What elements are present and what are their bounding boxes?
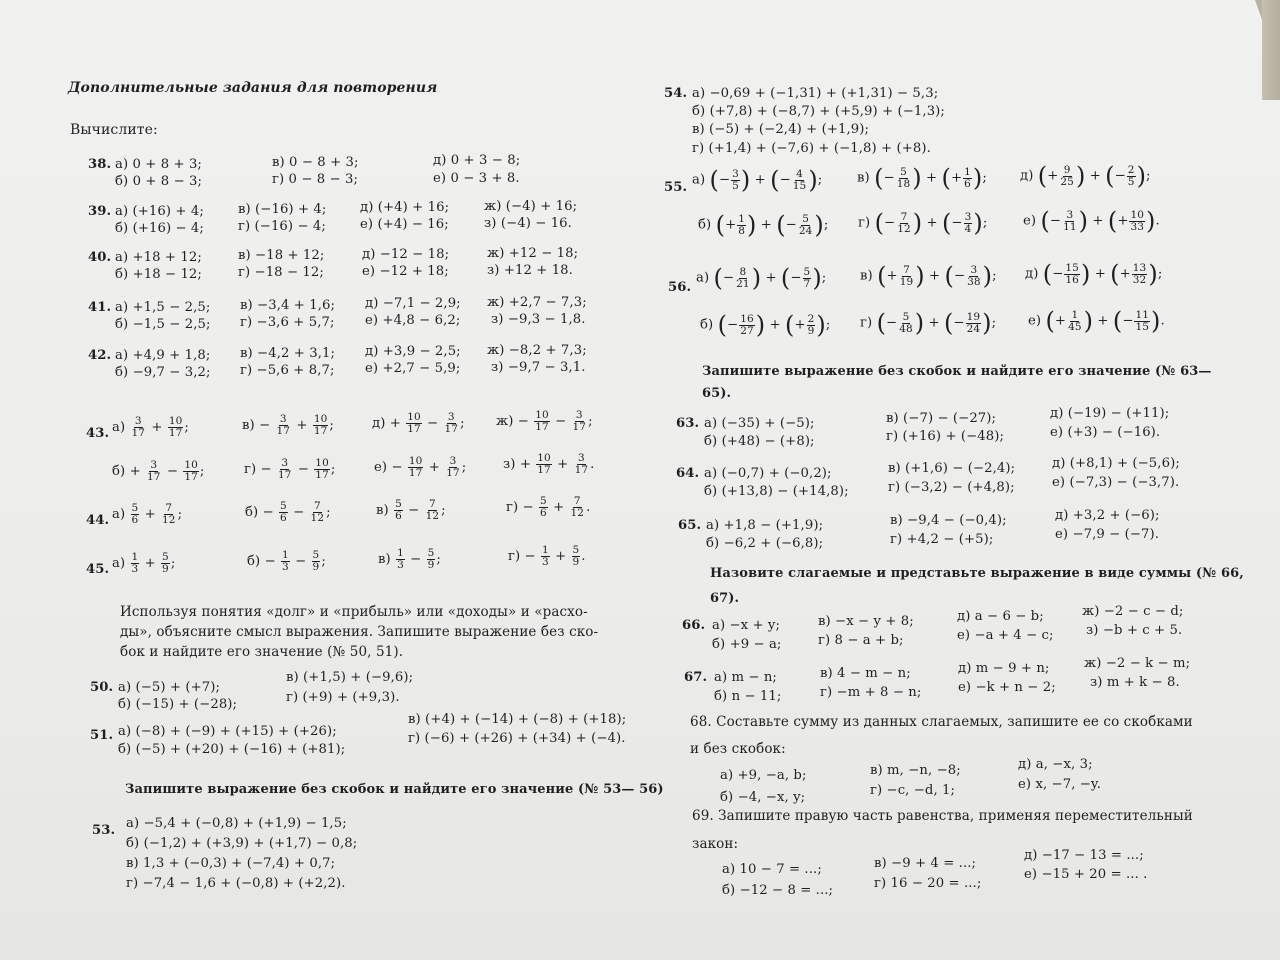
item: в) 4 − m − n; <box>820 666 911 681</box>
instruction-line: Используя понятия «долг» и «прибыль» или «доходы» и «расхо- <box>120 604 588 620</box>
problem-number: 54. <box>664 86 688 101</box>
item: б) (+48) − (+8); <box>704 434 815 449</box>
problem-number: 56. <box>668 280 692 295</box>
item: б) − $\frac{1}{3}$ − $\frac{5}{9}$ ; <box>247 549 326 573</box>
item: з) +12 + 18. <box>487 263 573 278</box>
instruction-line: Запишите выражение без скобок и найдите его значение (№ 53— 56) <box>125 782 664 797</box>
item: в) −9,4 − (−0,4); <box>890 513 1007 528</box>
item: е) (−7,3) − (−3,7). <box>1052 475 1180 490</box>
item: б) (+7,8) + (−8,7) + (+5,9) + (−1,3); <box>692 104 945 119</box>
item: в) (+1,5) + (−9,6); <box>286 670 414 685</box>
problem-text: закон: <box>692 836 739 852</box>
problem-number: 42. <box>88 348 112 363</box>
item: д) (+4) + 16; <box>360 200 450 215</box>
instruction-line: ды», объясните смысл выражения. Запишите выражение без ско- <box>120 624 599 640</box>
item: б) n − 11; <box>714 689 782 704</box>
item: а) +4,9 + 1,8; <box>115 348 211 363</box>
item: г) 16 − 20 = ...; <box>874 876 982 891</box>
item: г) −3,6 + 5,7; <box>240 315 335 330</box>
item: е) (+ $\frac{1}{45}$ ) + (− $\frac{11}{15}$ ). <box>1028 307 1165 335</box>
item: а) (−35) + (−5); <box>704 416 815 431</box>
item: б) (+16) − 4; <box>115 221 204 236</box>
instruction-line: Запишите выражение без скобок и найдите его значение (№ 63— <box>702 364 1212 379</box>
item: з) m + k − 8. <box>1090 675 1180 690</box>
item: а) −0,69 + (−1,31) + (+1,31) − 5,3; <box>692 86 939 101</box>
instruction-line: бок и найдите его значение (№ 50, 51). <box>120 644 404 660</box>
item: б) (−1,2) + (+3,9) + (+1,7) − 0,8; <box>126 836 358 851</box>
item: а) −5,4 + (−0,8) + (+1,9) − 1,5; <box>126 816 347 831</box>
item: а) +1,5 − 2,5; <box>115 300 211 315</box>
item: а) $\frac{1}{3}$ + $\frac{5}{9}$ ; <box>112 551 176 575</box>
instruction-line: 65). <box>702 386 732 401</box>
item: г) − $\frac{5}{6}$ + $\frac{7}{12}$ . <box>506 495 591 519</box>
item: в) −9 + 4 = ...; <box>874 856 977 871</box>
problem-number: 55. <box>664 180 688 195</box>
item: а) (−8) + (−9) + (+15) + (+26); <box>118 724 337 739</box>
item: в) (−16) + 4; <box>238 202 327 217</box>
item: б) −1,5 − 2,5; <box>115 317 211 332</box>
item: г) −c, −d, 1; <box>870 783 956 798</box>
problem-text: и без скобок: <box>690 741 786 757</box>
item: д) −17 − 13 = ...; <box>1024 848 1144 863</box>
problem-text: 69. Запишите правую часть равенства, применяя переместительный <box>692 808 1193 824</box>
item: а) (−0,7) + (−0,2); <box>704 466 832 481</box>
item: а) +1,8 − (+1,9); <box>706 518 824 533</box>
problem-number: 50. <box>90 680 114 695</box>
problem-number: 53. <box>92 823 116 838</box>
item: з) + $\frac{10}{17}$ + $\frac{3}{17}$ . <box>503 452 595 476</box>
item: е) x, −7, −y. <box>1018 777 1102 792</box>
item: б) +18 − 12; <box>115 267 202 282</box>
item: г) 8 − a + b; <box>818 633 904 648</box>
problem-number: 66. <box>682 618 706 633</box>
item: в) (+ $\frac{7}{19}$ ) + (− $\frac{3}{38}$ ); <box>860 262 997 290</box>
item: е) −k + n − 2; <box>958 680 1056 695</box>
item: в) 1,3 + (−0,3) + (−7,4) + 0,7; <box>126 856 336 871</box>
item: а) +18 + 12; <box>115 250 202 265</box>
problem-number: 51. <box>90 728 114 743</box>
problem-number: 65. <box>678 518 702 533</box>
item: д) −7,1 − 2,9; <box>365 296 461 311</box>
item: б) (−5) + (+20) + (−16) + (+81); <box>118 742 346 757</box>
item: в) (− $\frac{5}{18}$ ) + (+ $\frac{1}{6}$ ); <box>857 164 987 192</box>
item: ж) −2 − c − d; <box>1082 604 1184 619</box>
problem-number: 64. <box>676 466 700 481</box>
item: в) −4,2 + 3,1; <box>240 346 336 361</box>
item: д) a, −x, 3; <box>1018 757 1093 772</box>
item: в) −x − y + 8; <box>818 614 914 629</box>
item: в) −3,4 + 1,6; <box>240 298 336 313</box>
item: г) (+16) + (−48); <box>886 429 1005 444</box>
item: в) (+1,6) − (−2,4); <box>888 461 1016 476</box>
item: е) − $\frac{10}{17}$ + $\frac{3}{17}$ ; <box>374 455 467 479</box>
item: в) (+4) + (−14) + (−8) + (+18); <box>408 712 627 727</box>
item: е) +2,7 − 5,9; <box>365 361 461 376</box>
item: е) 0 − 3 + 8. <box>433 171 520 186</box>
item: ж) +12 − 18; <box>487 246 579 261</box>
item: а) 10 − 7 = ...; <box>722 862 822 877</box>
item: в) (−5) + (−2,4) + (+1,9); <box>692 122 870 137</box>
item: ж) − $\frac{10}{17}$ − $\frac{3}{17}$ ; <box>496 409 593 433</box>
item: г) −m + 8 − n; <box>820 685 922 700</box>
item: б) − $\frac{5}{6}$ − $\frac{7}{12}$ ; <box>245 500 331 524</box>
item: е) −15 + 20 = ... . <box>1024 867 1148 882</box>
item: а) $\frac{5}{6}$ + $\frac{7}{12}$ ; <box>112 502 183 526</box>
instruction: Вычислите: <box>70 122 158 138</box>
item: в) 0 − 8 + 3; <box>272 155 359 170</box>
item: а) +9, −a, b; <box>720 768 807 783</box>
item: г) − $\frac{3}{17}$ − $\frac{10}{17}$ ; <box>244 457 336 481</box>
item: д) (−19) − (+11); <box>1050 406 1170 421</box>
item: д) +3,9 − 2,5; <box>365 344 461 359</box>
instruction-line: 67). <box>710 591 740 606</box>
item: г) +4,2 − (+5); <box>890 532 994 547</box>
problem-number: 67. <box>684 670 708 685</box>
item: з) −9,7 − 3,1. <box>491 360 586 375</box>
problem-number: 63. <box>676 416 700 431</box>
item: г) (− $\frac{7}{12}$ ) + (− $\frac{3}{4}$ ); <box>858 209 988 237</box>
item: в) $\frac{1}{3}$ − $\frac{5}{9}$ ; <box>378 547 441 571</box>
item: г) (−16) − 4; <box>238 219 326 234</box>
item: в) −18 + 12; <box>238 248 325 263</box>
problem-number: 41. <box>88 300 112 315</box>
item: ж) (−4) + 16; <box>484 199 578 214</box>
item: д) (+8,1) + (−5,6); <box>1052 456 1180 471</box>
item: е) (+4) − 16; <box>360 217 449 232</box>
item: а) (− $\frac{8}{21}$ ) + (− $\frac{5}{7}$ ); <box>696 264 827 292</box>
problem-number: 44. <box>86 513 110 528</box>
item: е) (+3) − (−16). <box>1050 425 1161 440</box>
item: д) −12 − 18; <box>362 247 450 262</box>
item: г) (+9) + (+9,3). <box>286 690 400 705</box>
item: а) $\frac{3}{17}$ + $\frac{10}{17}$ ; <box>112 415 189 439</box>
item: б) −9,7 − 3,2; <box>115 365 211 380</box>
item: е) −7,9 − (−7). <box>1055 527 1160 542</box>
item: г) 0 − 8 − 3; <box>272 172 359 187</box>
item: г) −18 − 12; <box>238 265 324 280</box>
item: е) (− $\frac{3}{11}$ ) + (+ $\frac{10}{33}$ ). <box>1023 207 1160 235</box>
item: е) +4,8 − 6,2; <box>365 313 461 328</box>
item: б) 0 + 8 − 3; <box>115 174 203 189</box>
item: г) −7,4 − 1,6 + (−0,8) + (+2,2). <box>126 876 346 891</box>
item: г) (−6) + (+26) + (+34) + (−4). <box>408 731 626 746</box>
item: а) (+16) + 4; <box>115 204 204 219</box>
item: е) −12 + 18; <box>362 264 449 279</box>
item: б) (−15) + (−28); <box>118 697 238 712</box>
problem-number: 38. <box>88 157 112 172</box>
item: б) −6,2 + (−6,8); <box>706 536 824 551</box>
item: д) (+ $\frac{9}{25}$ ) + (− $\frac{2}{5}$ ); <box>1020 162 1151 190</box>
item: в) (−7) − (−27); <box>886 411 997 426</box>
item: б) + $\frac{3}{17}$ − $\frac{10}{17}$ ; <box>112 459 205 483</box>
instruction-line: Назовите слагаемые и представьте выражение в виде суммы (№ 66, <box>710 566 1244 581</box>
item: б) (+13,8) − (+14,8); <box>704 484 849 499</box>
item: г) (−3,2) − (+4,8); <box>888 480 1015 495</box>
item: г) − $\frac{1}{3}$ + $\frac{5}{9}$ . <box>508 544 586 568</box>
item: в) m, −n, −8; <box>870 763 961 778</box>
problem-text: 68. Составьте сумму из данных слагаемых, запишите ее со скобками <box>690 714 1193 730</box>
problem-number: 43. <box>86 426 110 441</box>
item: в) $\frac{5}{6}$ − $\frac{7}{12}$ ; <box>376 498 446 522</box>
item: б) −4, −x, y; <box>720 790 806 805</box>
item: з) (−4) − 16. <box>484 216 572 231</box>
item: д) m − 9 + n; <box>958 661 1050 676</box>
item: з) −b + c + 5. <box>1086 623 1183 638</box>
item: з) −9,3 − 1,8. <box>491 312 586 327</box>
item: д) +3,2 + (−6); <box>1055 508 1160 523</box>
item: д) a − 6 − b; <box>957 609 1044 624</box>
item: б) +9 − a; <box>712 637 782 652</box>
item: е) −a + 4 − c; <box>957 628 1054 643</box>
item: в) − $\frac{3}{17}$ + $\frac{10}{17}$ ; <box>242 413 334 437</box>
item: г) (+1,4) + (−7,6) + (−1,8) + (+8). <box>692 141 931 156</box>
item: д) + $\frac{10}{17}$ − $\frac{3}{17}$ ; <box>372 411 465 435</box>
problem-number: 39. <box>88 204 112 219</box>
item: а) (− $\frac{3}{5}$ ) + (− $\frac{4}{15}$ ); <box>692 166 823 194</box>
item: б) (+ $\frac{1}{8}$ ) + (− $\frac{5}{24}$ ); <box>698 211 829 239</box>
item: ж) −8,2 + 7,3; <box>487 343 587 358</box>
item: д) 0 + 3 − 8; <box>433 153 521 168</box>
item: б) −12 − 8 = ...; <box>722 883 834 898</box>
item: б) (− $\frac{16}{27}$ ) + (+ $\frac{2}{9}$ ); <box>700 311 831 339</box>
table-edge <box>1262 0 1280 100</box>
item: а) 0 + 8 + 3; <box>115 157 202 172</box>
page-heading: Дополнительные задания для повторения <box>68 80 438 96</box>
item: ж) −2 − k − m; <box>1084 656 1191 671</box>
item: г) −5,6 + 8,7; <box>240 363 335 378</box>
item: а) m − n; <box>714 670 777 685</box>
item: г) (− $\frac{5}{48}$ ) + (− $\frac{19}{24}$ ); <box>860 309 997 337</box>
item: ж) +2,7 − 7,3; <box>487 295 587 310</box>
item: д) (− $\frac{15}{16}$ ) + (+ $\frac{13}{32}$ ); <box>1025 260 1163 288</box>
problem-number: 40. <box>88 250 112 265</box>
item: а) −x + y; <box>712 618 781 633</box>
item: а) (−5) + (+7); <box>118 680 221 695</box>
problem-number: 45. <box>86 562 110 577</box>
